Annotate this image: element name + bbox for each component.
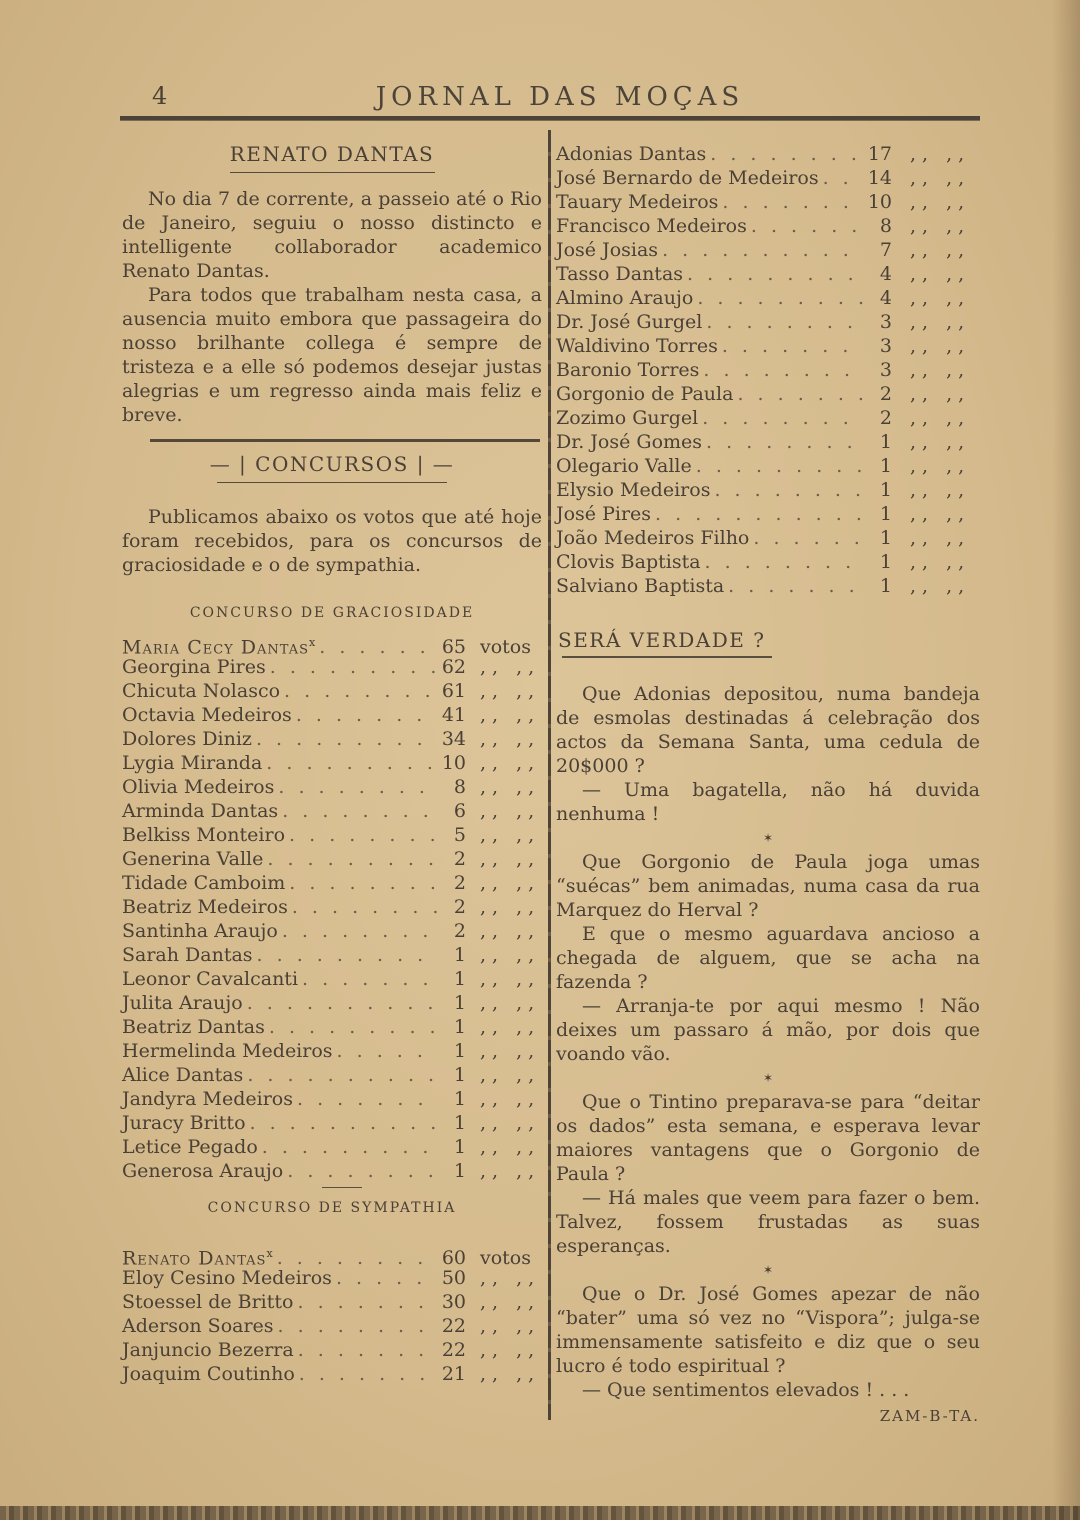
vote-row <box>122 871 542 895</box>
vote-count: 5 <box>453 824 466 846</box>
vote-count: 4 <box>879 263 892 285</box>
vote-row <box>556 550 980 574</box>
vote-unit: ,, ,, <box>910 311 971 333</box>
dot-leader <box>262 1135 438 1159</box>
candidate-name: Janjuncio Bezerra <box>122 1339 294 1361</box>
vote-unit: ,, ,, <box>480 752 541 774</box>
vote-unit: ,, ,, <box>910 215 971 237</box>
torn-bottom-edge <box>0 1506 1080 1520</box>
dot-leader <box>297 1087 438 1111</box>
gossip-answer: — Uma bagatella, não há duvida nenhuma ! <box>556 779 980 825</box>
dot-leader <box>696 454 864 478</box>
vote-row <box>122 799 542 823</box>
candidate-name: Salviano Baptista <box>556 575 725 597</box>
vote-unit: votos <box>480 636 531 659</box>
gossip-question: Que Gorgonio de Paula joga umas “suécas” bem animadas, numa casa da rua Marquez do Herval ? <box>556 851 980 921</box>
dot-leader <box>296 703 438 727</box>
vote-unit: ,, ,, <box>910 431 971 453</box>
dot-leader <box>297 1290 437 1314</box>
vote-count: 22 <box>441 1339 466 1361</box>
left-column <box>122 142 542 1386</box>
dot-leader <box>706 310 864 334</box>
vote-unit: ,, ,, <box>910 479 971 501</box>
candidate-name: Tidade Camboim <box>122 872 286 894</box>
dot-leader <box>298 1338 438 1362</box>
vote-unit: ,, ,, <box>910 503 971 525</box>
gossip-question: Que Adonias depositou, numa bandeja de esmolas destinadas á celebração dos actos da Semana Santa, uma cedula de 20$000 ? <box>556 683 980 777</box>
gossip-answer: — Que sentimentos elevados ! . . . <box>582 1379 910 1401</box>
vote-row <box>122 895 542 919</box>
vote-row <box>556 166 980 190</box>
vote-unit: votos <box>480 1247 531 1270</box>
page-header <box>120 82 1000 118</box>
dot-leader <box>662 238 864 262</box>
dot-leader <box>266 751 438 775</box>
vote-row <box>122 1135 542 1159</box>
concursos-intro: Publicamos abaixo os votos que até hoje foram recebidos, para os concursos de graciosidade e o de sympathia. <box>122 506 542 576</box>
dot-leader <box>269 1015 438 1039</box>
gossip-question: Que o Dr. José Gomes apezar de não “bater” uma só vez no “Vispora”; julga-se immensamente satisfeito e diz que o seu lucro é todo espiritual ? <box>556 1283 980 1377</box>
vote-count: 2 <box>453 848 466 870</box>
vote-count: 60 <box>441 1247 466 1270</box>
vote-unit: ,, ,, <box>480 1267 541 1289</box>
vote-row <box>122 655 542 679</box>
vote-unit: ,, ,, <box>480 1339 541 1361</box>
candidate-name: Maria Cecy Dantas$^x$ <box>122 636 316 659</box>
vote-count: 8 <box>879 215 892 237</box>
vote-unit: ,, ,, <box>910 551 971 573</box>
candidate-name: Beatriz Dantas <box>122 1016 265 1038</box>
candidate-name: Waldivino Torres <box>556 335 718 357</box>
vote-count: 50 <box>441 1267 466 1289</box>
dot-leader <box>257 943 438 967</box>
vote-row <box>556 478 980 502</box>
dot-leader <box>284 679 438 703</box>
heading-rule <box>562 656 772 658</box>
vote-count: 1 <box>453 1040 466 1062</box>
dot-leader <box>267 847 438 871</box>
candidate-name: Sarah Dantas <box>122 944 253 966</box>
vote-unit: ,, ,, <box>480 872 541 894</box>
dot-leader <box>250 1111 438 1135</box>
star-ornament: ✶ <box>762 831 774 845</box>
vote-unit: ,, ,, <box>480 1315 541 1337</box>
vote-row <box>556 454 980 478</box>
candidate-name: Dr. José Gomes <box>556 431 703 453</box>
vote-count: 10 <box>867 191 892 213</box>
vote-count: 1 <box>453 1088 466 1110</box>
vote-row <box>122 703 542 727</box>
candidate-name: Clovis Baptista <box>556 551 701 573</box>
candidate-name: Octavia Medeiros <box>122 704 292 726</box>
signature: ZAM-B-TA. <box>879 1407 980 1425</box>
vote-unit: ,, ,, <box>910 359 971 381</box>
candidate-name: Dolores Diniz <box>122 728 252 750</box>
vote-unit: ,, ,, <box>910 527 971 549</box>
vote-row <box>122 679 542 703</box>
candidate-name: Gorgonio de Paula <box>556 383 734 405</box>
candidate-name: Stoessel de Britto <box>122 1291 294 1313</box>
candidate-name: Georgina Pires <box>122 656 266 678</box>
candidate-name: Jandyra Medeiros <box>122 1088 293 1110</box>
vote-row <box>122 1087 542 1111</box>
sympathia-list <box>122 1242 542 1386</box>
candidate-name: Renato Dantas$^x$ <box>122 1247 273 1270</box>
dot-leader <box>289 823 438 847</box>
dot-leader <box>710 142 864 166</box>
candidate-name: Eloy Cesino Medeiros <box>122 1267 332 1289</box>
vote-count: 1 <box>453 1136 466 1158</box>
vote-unit: ,, ,, <box>910 191 971 213</box>
dot-leader <box>282 799 438 823</box>
right-column <box>556 142 980 1428</box>
vote-count: 2 <box>453 920 466 942</box>
vote-count: 1 <box>879 527 892 549</box>
dot-leader <box>687 262 864 286</box>
dot-leader <box>697 286 864 310</box>
candidate-name: Generina Valle <box>122 848 264 870</box>
candidate-name: José Pires <box>556 503 652 525</box>
vote-row <box>122 1242 542 1270</box>
vote-count: 4 <box>879 287 892 309</box>
candidate-name: Zozimo Gurgel <box>556 407 699 429</box>
vote-count: 1 <box>453 1016 466 1038</box>
vote-row <box>556 382 980 406</box>
heading-rule <box>217 482 447 483</box>
winner-mark: x <box>266 1247 273 1260</box>
gossip-answer: — Há males que veem para fazer o bem. Talvez, fossem frustadas as suas esperanças. <box>556 1187 980 1257</box>
vote-row <box>122 727 542 751</box>
dot-leader <box>292 895 438 919</box>
candidate-name: Joaquim Coutinho <box>122 1363 295 1385</box>
vote-unit: ,, ,, <box>480 944 541 966</box>
page-number: 4 <box>152 82 169 110</box>
dot-leader <box>336 1266 438 1290</box>
renato-heading: RENATO DANTAS <box>229 142 435 166</box>
vote-unit: ,, ,, <box>480 1112 541 1134</box>
candidate-name: Almino Araujo <box>556 287 694 309</box>
gossip-question: E que o mesmo aguardava ancioso a chegada de alguem, que se acha na fazenda ? <box>556 923 980 993</box>
vote-count: 3 <box>879 311 892 333</box>
vote-count: 1 <box>453 1064 466 1086</box>
vote-unit: ,, ,, <box>480 1064 541 1086</box>
vote-count: 1 <box>453 992 466 1014</box>
candidate-name: Tasso Dantas <box>556 263 684 285</box>
vote-count: 2 <box>879 407 892 429</box>
vote-count: 3 <box>879 359 892 381</box>
candidate-name: Hermelinda Medeiros <box>122 1040 333 1062</box>
candidate-name: Juracy Britto <box>122 1112 246 1134</box>
vote-row <box>122 967 542 991</box>
vote-unit: ,, ,, <box>480 992 541 1014</box>
vote-unit: ,, ,, <box>480 728 541 750</box>
dot-leader <box>655 502 864 526</box>
candidate-name: Julita Araujo <box>122 992 243 1014</box>
vote-unit: ,, ,, <box>480 800 541 822</box>
vote-count: 6 <box>453 800 466 822</box>
vote-count: 1 <box>453 1160 466 1182</box>
journal-title: JORNAL DAS MOÇAS <box>375 82 745 112</box>
dot-leader <box>823 166 864 190</box>
candidate-name: Olegario Valle <box>556 455 692 477</box>
candidate-name: José Josias <box>556 239 659 261</box>
vote-row <box>556 262 980 286</box>
vote-unit: ,, ,, <box>480 1016 541 1038</box>
dot-leader <box>753 526 864 550</box>
vote-row <box>122 1314 542 1338</box>
vote-count: 7 <box>879 239 892 261</box>
dot-leader <box>256 727 438 751</box>
vote-unit: ,, ,, <box>910 167 971 189</box>
vote-count: 8 <box>453 776 466 798</box>
candidate-name: Olivia Medeiros <box>122 776 275 798</box>
vote-row <box>556 238 980 262</box>
vote-unit: ,, ,, <box>480 1040 541 1062</box>
dot-leader <box>706 430 864 454</box>
vote-count: 2 <box>879 383 892 405</box>
sympathia-heading: CONCURSO DE SYMPATHIA <box>207 1200 457 1216</box>
vote-count: 3 <box>879 335 892 357</box>
dot-leader <box>247 1063 438 1087</box>
vote-row <box>122 1015 542 1039</box>
vote-unit: ,, ,, <box>480 680 541 702</box>
candidate-name: João Medeiros Filho <box>556 527 750 549</box>
vote-unit: ,, ,, <box>480 776 541 798</box>
dot-leader <box>270 655 438 679</box>
candidate-name: Adonias Dantas <box>556 143 707 165</box>
vote-count: 1 <box>879 551 892 573</box>
candidate-name: Francisco Medeiros <box>556 215 747 237</box>
dot-leader <box>751 214 864 238</box>
candidate-name: Letice Pegado <box>122 1136 258 1158</box>
vote-row <box>122 823 542 847</box>
vote-count: 1 <box>453 968 466 990</box>
vote-unit: ,, ,, <box>480 824 541 846</box>
vote-row <box>122 1039 542 1063</box>
candidate-name: Dr. José Gurgel <box>556 311 703 333</box>
candidate-name: Alice Dantas <box>122 1064 244 1086</box>
graciosidade-heading: CONCURSO DE GRACIOSIDADE <box>189 605 475 621</box>
dot-leader <box>703 358 864 382</box>
vote-row <box>122 919 542 943</box>
renato-paragraph-2: Para todos que trabalham nesta casa, a ausencia muito embora que passageira do nosso brilhante collega é sempre de tristeza e a elle só podemos desejar justas alegrias e um regresso ainda mais feliz e breve. <box>122 284 542 426</box>
candidate-name: Belkiss Monteiro <box>122 824 286 846</box>
vote-count: 65 <box>441 636 466 659</box>
page-edge-shadow <box>1052 0 1080 1520</box>
vote-row <box>122 631 542 659</box>
dot-leader <box>714 478 864 502</box>
vote-unit: ,, ,, <box>910 335 971 357</box>
star-ornament: ✶ <box>762 1071 774 1085</box>
vote-count: 1 <box>879 431 892 453</box>
vote-row <box>122 991 542 1015</box>
dot-leader <box>737 382 864 406</box>
vote-count: 62 <box>441 656 466 678</box>
sera-verdade-heading: SERÁ VERDADE ? <box>558 628 766 652</box>
candidate-name: Elysio Medeiros <box>556 479 711 501</box>
vote-count: 34 <box>441 728 466 750</box>
vote-unit: ,, ,, <box>480 896 541 918</box>
dot-leader <box>722 190 863 214</box>
vote-unit: ,, ,, <box>480 656 541 678</box>
vote-row <box>556 526 980 550</box>
header-rule <box>120 116 980 121</box>
vote-unit: ,, ,, <box>480 920 541 942</box>
vote-unit: ,, ,, <box>480 968 541 990</box>
candidate-name: Santinha Araujo <box>122 920 278 942</box>
vote-count: 1 <box>879 479 892 501</box>
vote-count: 17 <box>867 143 892 165</box>
vote-count: 10 <box>441 752 466 774</box>
renato-paragraph-1: No dia 7 de corrente, a passeio até o Rio de Janeiro, seguiu o nosso distincto e intelligente collaborador academico Renato Dantas. <box>122 188 542 282</box>
vote-count: 41 <box>441 704 466 726</box>
vote-unit: ,, ,, <box>910 383 971 405</box>
candidate-name: Tauary Medeiros <box>556 191 719 213</box>
vote-count: 2 <box>453 872 466 894</box>
heading-rule <box>230 172 435 173</box>
vote-count: 2 <box>453 896 466 918</box>
dot-leader <box>247 991 438 1015</box>
vote-unit: ,, ,, <box>480 1088 541 1110</box>
vote-count: 1 <box>453 1112 466 1134</box>
dot-leader <box>299 1362 438 1386</box>
vote-count: 1 <box>453 944 466 966</box>
vote-count: 14 <box>867 167 892 189</box>
vote-row <box>556 406 980 430</box>
vote-unit: ,, ,, <box>480 704 541 726</box>
sympathia-continued-list <box>556 142 980 598</box>
candidate-name: Aderson Soares <box>122 1315 274 1337</box>
vote-count: 1 <box>879 503 892 525</box>
winner-mark: x <box>309 636 316 649</box>
dot-leader <box>302 967 438 991</box>
gossip-answer: — Arranja-te por aqui mesmo ! Não deixes um passaro á mão, por dois que voando vão. <box>556 995 980 1065</box>
vote-unit: ,, ,, <box>910 143 971 165</box>
vote-row <box>556 502 980 526</box>
vote-count: 21 <box>441 1363 466 1385</box>
vote-row <box>122 1111 542 1135</box>
vote-row <box>122 775 542 799</box>
concursos-heading: — | CONCURSOS | — <box>209 452 455 476</box>
vote-unit: ,, ,, <box>480 1160 541 1182</box>
vote-row <box>556 310 980 334</box>
vote-row <box>556 574 980 598</box>
dot-leader <box>282 919 438 943</box>
dot-leader <box>278 775 438 799</box>
vote-unit: ,, ,, <box>480 1363 541 1385</box>
vote-count: 1 <box>879 575 892 597</box>
vote-row <box>556 334 980 358</box>
dot-leader <box>278 1314 438 1338</box>
column-divider <box>548 130 551 1420</box>
vote-count: 30 <box>441 1291 466 1313</box>
vote-row <box>556 430 980 454</box>
vote-unit: ,, ,, <box>910 239 971 261</box>
dot-leader <box>337 1039 438 1063</box>
vote-count: 1 <box>879 455 892 477</box>
vote-row <box>556 286 980 310</box>
vote-row <box>556 190 980 214</box>
dot-leader <box>728 574 864 598</box>
gossip-question: Que o Tintino preparava-se para “deitar os dados” esta semana, e esperava levar maiores vantagens que o Gorgonio de Paula ? <box>556 1091 980 1185</box>
candidate-name: Chicuta Nolasco <box>122 680 281 702</box>
section-separator <box>150 439 540 442</box>
dot-leader <box>287 1159 438 1183</box>
vote-row <box>122 1290 542 1314</box>
candidate-name: Lygia Miranda <box>122 752 263 774</box>
vote-row <box>122 1159 542 1183</box>
graciosidade-list <box>122 631 542 1183</box>
short-rule <box>322 1187 362 1188</box>
candidate-name: José Bernardo de Medeiros <box>556 167 819 189</box>
vote-row <box>122 1338 542 1362</box>
vote-unit: ,, ,, <box>910 455 971 477</box>
candidate-name: Beatriz Medeiros <box>122 896 288 918</box>
dot-leader <box>289 871 438 895</box>
vote-count: 22 <box>441 1315 466 1337</box>
dot-leader <box>702 406 864 430</box>
vote-row <box>122 847 542 871</box>
vote-unit: ,, ,, <box>910 263 971 285</box>
dot-leader <box>705 550 864 574</box>
vote-unit: ,, ,, <box>910 407 971 429</box>
vote-count: 61 <box>441 680 466 702</box>
vote-unit: ,, ,, <box>480 1136 541 1158</box>
vote-unit: ,, ,, <box>910 575 971 597</box>
vote-row <box>122 1362 542 1386</box>
vote-unit: ,, ,, <box>480 848 541 870</box>
vote-unit: ,, ,, <box>480 1291 541 1313</box>
vote-row <box>122 1063 542 1087</box>
vote-row <box>556 214 980 238</box>
candidate-name: Generosa Araujo <box>122 1160 284 1182</box>
dot-leader <box>722 334 864 358</box>
vote-row <box>122 751 542 775</box>
vote-row <box>122 943 542 967</box>
vote-unit: ,, ,, <box>910 287 971 309</box>
candidate-name: Leonor Cavalcanti <box>122 968 299 990</box>
candidate-name: Arminda Dantas <box>122 800 279 822</box>
vote-row <box>556 142 980 166</box>
candidate-name: Baronio Torres <box>556 359 700 381</box>
star-ornament: ✶ <box>762 1263 774 1277</box>
vote-row <box>556 358 980 382</box>
